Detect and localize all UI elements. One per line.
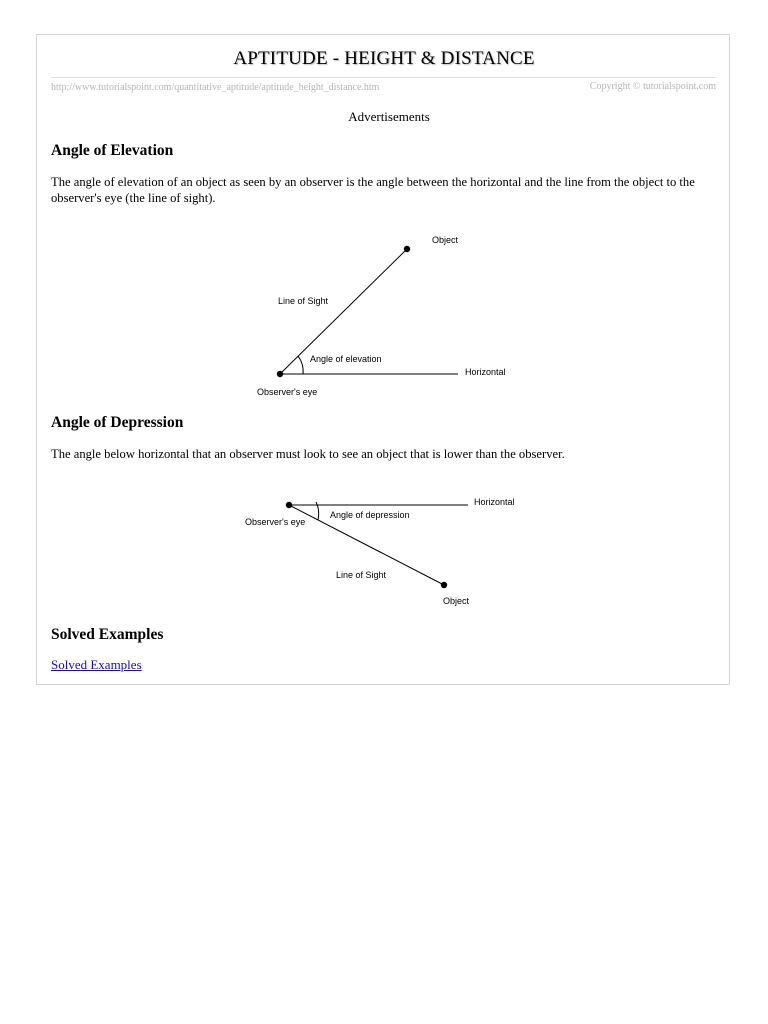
depression-object-label: Object [443,596,470,606]
depression-description: The angle below horizontal that an observer must look to see an object that is lower than the observer. [51,447,565,461]
depression-diagram [0,480,768,615]
solved-examples-link[interactable]: Solved Examples [51,657,142,672]
depression-observer-label: Observer's eye [245,517,306,527]
copyright-notice: Copyright © tutorialspoint.com [589,81,716,92]
elevation-heading: Angle of Elevation [51,142,174,159]
solved-examples-heading: Solved Examples [51,626,164,643]
elevation-object-label: Object [432,235,459,245]
elevation-diagram [0,0,768,410]
depression-horizontal-label: Horizontal [474,497,515,507]
page-title: APTITUDE - HEIGHT & DISTANCE [233,48,535,69]
depression-angle-label: Angle of depression [330,510,410,520]
elevation-line-of-sight-label: Line of Sight [278,296,329,306]
elevation-horizontal-label: Horizontal [465,367,506,377]
elevation-observer-point [277,371,283,377]
source-url: http://www.tutorialspoint.com/quantitative_aptitude/aptitude_height_distance.htm [51,82,380,93]
elevation-angle-arc [298,356,303,374]
elevation-description: The angle of elevation of an object as seen by an observer is the angle between the horizontal and the line from the object to the observer's eye (the line of sight). [51,175,695,205]
elevation-object-point [404,246,410,252]
depression-line-of-sight-label: Line of Sight [336,570,387,580]
depression-observer-point [286,502,292,508]
elevation-angle-label: Angle of elevation [310,354,382,364]
depression-heading: Angle of Depression [51,414,184,431]
elevation-observer-label: Observer's eye [257,387,318,397]
advertisements-label: Advertisements [348,109,430,124]
depression-object-point [441,582,447,588]
